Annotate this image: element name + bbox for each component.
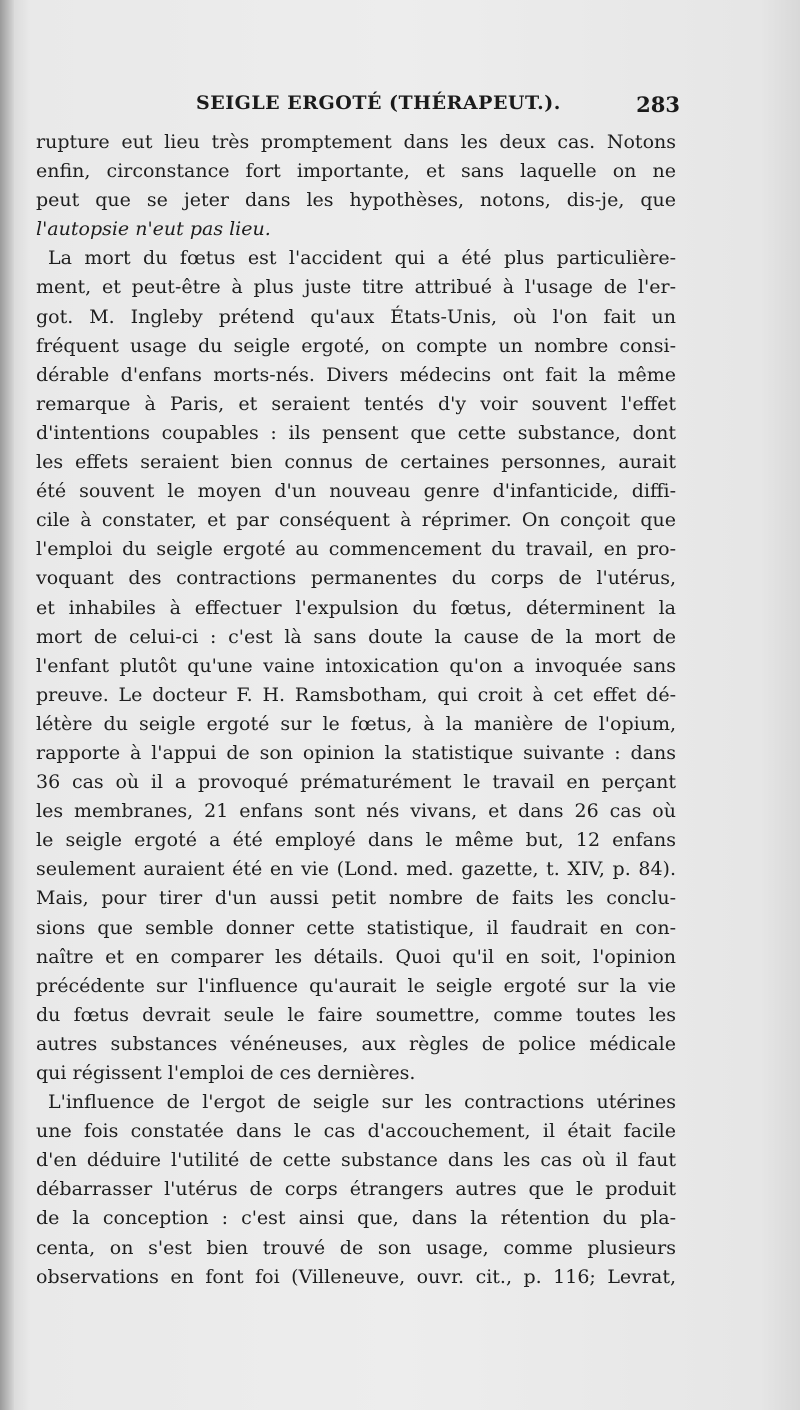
text-line: du fœtus devrait seule le faire soumettre, comme toutes les bbox=[36, 1003, 676, 1026]
text-line: centa, on s'est bien trouvé de son usage, comme plusieurs bbox=[36, 1236, 676, 1259]
text-line: l'autopsie n'eut pas lieu. bbox=[36, 218, 271, 241]
text-line: l'enfant plutôt qu'une vaine intoxication qu'on a invoquée sans bbox=[36, 654, 676, 677]
text-line: qui régissent l'emploi de ces dernières. bbox=[36, 1062, 416, 1084]
text-line: létère du seigle ergoté sur le fœtus, à la manière de l'opium, bbox=[36, 712, 676, 735]
text-line: seulement auraient été en vie (Lond. med. gazette, t. XIV, p. 84). bbox=[36, 858, 676, 881]
text-line: Mais, pour tirer d'un aussi petit nombre de faits les conclu- bbox=[36, 887, 676, 910]
text-line: d'en déduire l'utilité de cette substance dans les cas où il faut bbox=[36, 1149, 676, 1172]
text-line: rupture eut lieu très promptement dans les deux cas. Notons bbox=[36, 131, 676, 153]
text-line: les effets seraient bien connus de certaines personnes, aurait bbox=[36, 451, 676, 474]
text-line: ment, et peut-être à plus juste titre attribué à l'usage de l'er- bbox=[36, 276, 676, 299]
text-line: et inhabiles à effectuer l'expulsion du fœtus, déterminent la bbox=[36, 596, 676, 619]
text-line: l'emploi du seigle ergoté au commencement du travail, en pro- bbox=[36, 538, 676, 561]
text-line: cile à constater, et par conséquent à réprimer. On conçoit que bbox=[36, 509, 676, 532]
page-number: 283 bbox=[636, 92, 680, 117]
text-line: sions que semble donner cette statistique, il faudrait en con- bbox=[36, 916, 676, 939]
text-line: une fois constatée dans le cas d'accouchement, il était facile bbox=[36, 1120, 676, 1143]
page-header bbox=[196, 92, 680, 122]
paragraph-start-line: L'influence de l'ergot de seigle sur les contractions utérines bbox=[48, 1091, 676, 1114]
text-line: le seigle ergoté a été employé dans le même but, 12 enfans bbox=[36, 829, 676, 852]
text-line: observations en font foi (Villeneuve, ouvr. cit., p. 116; Levrat, bbox=[36, 1265, 676, 1288]
text-line: peut que se jeter dans les hypothèses, notons, dis-je, que bbox=[36, 189, 676, 212]
text-line: les membranes, 21 enfans sont nés vivans, et dans 26 cas où bbox=[36, 800, 676, 823]
body-text bbox=[36, 128, 676, 1292]
text-line: autres substances vénéneuses, aux règles de police médicale bbox=[36, 1032, 676, 1055]
page-gutter-shadow bbox=[0, 0, 14, 1410]
text-line: de la conception : c'est ainsi que, dans la rétention du pla- bbox=[36, 1207, 676, 1230]
text-line: 36 cas où il a provoqué prématurément le travail en perçant bbox=[36, 771, 676, 794]
text-line: preuve. Le docteur F. H. Ramsbotham, qui croit à cet effet dé- bbox=[36, 683, 676, 706]
paragraph-start-line: La mort du fœtus est l'accident qui a été plus particulière- bbox=[48, 247, 676, 270]
text-line: voquant des contractions permanentes du corps de l'utérus, bbox=[36, 567, 676, 590]
text-line: naître et en comparer les détails. Quoi qu'il en soit, l'opinion bbox=[36, 945, 676, 968]
text-line: enfin, circonstance fort importante, et sans laquelle on ne bbox=[36, 160, 676, 183]
text-line: remarque à Paris, et seraient tentés d'y voir souvent l'effet bbox=[36, 392, 676, 415]
text-line: got. M. Ingleby prétend qu'aux États-Unis, où l'on fait un bbox=[36, 305, 676, 328]
text-line: débarrasser l'utérus de corps étrangers autres que le produit bbox=[36, 1178, 676, 1201]
text-line: dérable d'enfans morts-nés. Divers médecins ont fait la même bbox=[36, 363, 676, 386]
text-line: mort de celui-ci : c'est là sans doute la cause de la mort de bbox=[36, 625, 676, 648]
text-line: rapporte à l'appui de son opinion la statistique suivante : dans bbox=[36, 741, 676, 764]
text-line: été souvent le moyen d'un nouveau genre d'infanticide, diffi- bbox=[36, 480, 676, 503]
text-line: précédente sur l'influence qu'aurait le seigle ergoté sur la vie bbox=[36, 974, 676, 997]
text-line: d'intentions coupables : ils pensent que cette substance, dont bbox=[36, 421, 676, 444]
text-line: fréquent usage du seigle ergoté, on compte un nombre consi- bbox=[36, 334, 676, 357]
running-title: SEIGLE ERGOTÉ (THÉRAPEUT.). bbox=[196, 92, 561, 114]
